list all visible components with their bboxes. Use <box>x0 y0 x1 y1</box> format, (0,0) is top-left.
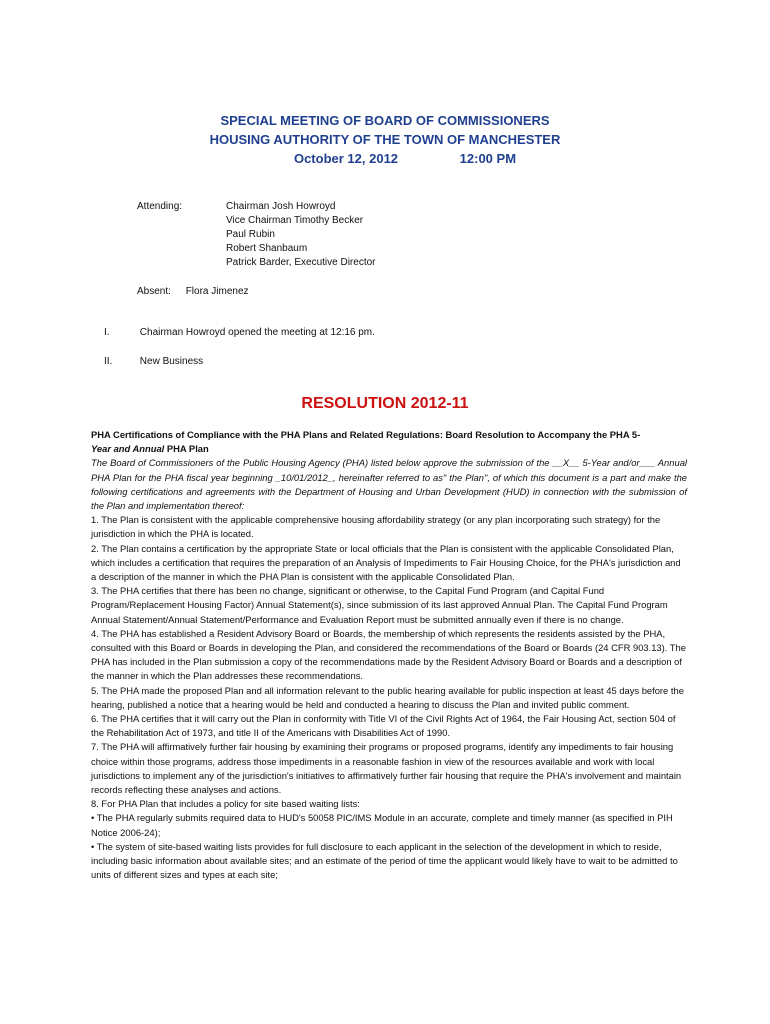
authority-name: HOUSING AUTHORITY OF THE TOWN OF MANCHESTER <box>209 132 561 147</box>
certification-item: 4. The PHA has established a Resident Advisory Board or Boards, the membership of which represents the residents assisted by the PHA, consulted with this Board or Boards in developing the Plan, and considered the recommendations of the Board or Boards (24 CFR 903.13). The PHA has included in the Plan submission a copy of the recommendations made by the Resident Advisory Board or Boards and a description of the manner in which the Plan addresses these recommendations. <box>91 627 686 682</box>
heading-tail: PHA Plan <box>164 443 209 455</box>
resolution-intro: The Board of Commissioners of the Public Housing Agency (PHA) listed below approve the submission of the __X__ 5-Year and/or___ Annual PHA Plan for the PHA fiscal year beginning _10/01/2012_, hereinafter referred to as" the Plan", of which this document is a part and make the following certifications and agreements with the Department of Housing and Urban Development (HUD) in connection with the submission of the Plan and implementation thereof: <box>91 457 687 512</box>
certification-item: 6. The PHA certifies that it will carry out the Plan in conformity with Title VI of the Civil Rights Act of 1964, the Fair Housing Act, section 504 of the Rehabilitation Act of 1973, and title II of the Americans with Disabilities Act of 1990. <box>91 713 676 739</box>
absent-name: Flora Jimenez <box>185 286 249 297</box>
certification-bullet: • The PHA regularly submits required data to HUD's 50058 PIC/IMS Module in an accurate, complete and timely manner (as specified in PIH Notice 2006-24); <box>91 812 673 838</box>
certification-item: 1. The Plan is consistent with the applicable comprehensive housing affordability strategy (or any plan incorporating such strategy) for the jurisdiction in which the PHA is located. <box>91 514 661 540</box>
meeting-date: October 12, 2012 <box>293 151 399 166</box>
certification-item: 7. The PHA will affirmatively further fair housing by examining their programs or proposed programs, identify any impediments to fair housing choice within those programs, address those impediments in a reasonable fashion in view of the resources available and work with local jurisdictions to implement any of the jurisdiction's initiatives to affirmatively further fair housing that require the PHA's involvement and maintain records reflecting these analyses and actions. <box>91 741 682 796</box>
certification-item: 3. The PHA certifies that there has been no change, significant or otherwise, to the Capital Fund Program (and Capital Fund Program/Replacement Housing Factor) Annual Statement(s), since submission of its last approved Annual Plan. The Capital Fund Program Annual Statement/Annual Statement/Performance and Evaluation Report must be submitted annually even if there is no change. <box>91 585 668 625</box>
certification-item: 5. The PHA made the proposed Plan and all information relevant to the public hearing available for public inspection at least 45 days before the hearing, published a notice that a hearing would be held and conducted a hearing to discuss the Plan and invited public comment. <box>91 684 684 710</box>
attendee: Robert Shanbaum <box>226 243 308 254</box>
agenda-item <box>104 326 375 340</box>
agenda-text: Chairman Howroyd opened the meeting at 12:16 pm. <box>139 327 375 338</box>
attendee: Paul Rubin <box>226 229 275 240</box>
certification-item: 8. For PHA Plan that includes a policy for site based waiting lists: <box>91 798 360 810</box>
meeting-time: 12:00 PM <box>459 151 517 166</box>
heading-bold: PHA Certifications of Compliance with the PHA Plans and Related Regulations: Board Resolution to Accompany the PHA 5- <box>91 429 641 440</box>
absent-section <box>137 285 249 299</box>
absent-label: Absent: <box>137 286 171 297</box>
agenda-item <box>104 355 203 369</box>
certification-item: 2. The Plan contains a certification by the appropriate State or local officials that the Plan is consistent with the applicable Consolidated Plan, which includes a certification that requires the preparation of an Analysis of Impediments to Fair Housing Choice, for the PHA's jurisdiction and a description of the manner in which the PHA Plan is consistent with the applicable Consolidated Plan. <box>91 542 681 583</box>
resolution-heading <box>91 428 687 456</box>
meeting-header <box>0 111 770 168</box>
heading-italic: Year and Annual <box>91 443 165 455</box>
agenda-number: I. <box>104 327 110 338</box>
agenda-text: New Business <box>139 356 204 367</box>
meeting-title: SPECIAL MEETING OF BOARD OF COMMISSIONERS <box>220 113 550 128</box>
attendee: Vice Chairman Timothy Becker <box>226 215 364 226</box>
attending-label: Attending: <box>137 201 183 212</box>
attendee: Chairman Josh Howroyd <box>226 201 336 212</box>
attendee: Patrick Barder, Executive Director <box>226 257 376 268</box>
resolution-title: RESOLUTION 2012-11 <box>301 395 469 412</box>
resolution-body <box>91 428 687 883</box>
agenda-number: II. <box>104 356 113 367</box>
date-time-row <box>0 149 770 168</box>
certification-bullet: • The system of site-based waiting lists provides for full disclosure to each applicant in the selection of the development in which to reside, including basic information about available sites; and an estimate of the period of time the applicant would likely have to wait to be admitted to units of different sizes and types at each site; <box>91 840 678 881</box>
attending-section <box>137 200 376 270</box>
attendee-list <box>226 200 376 270</box>
